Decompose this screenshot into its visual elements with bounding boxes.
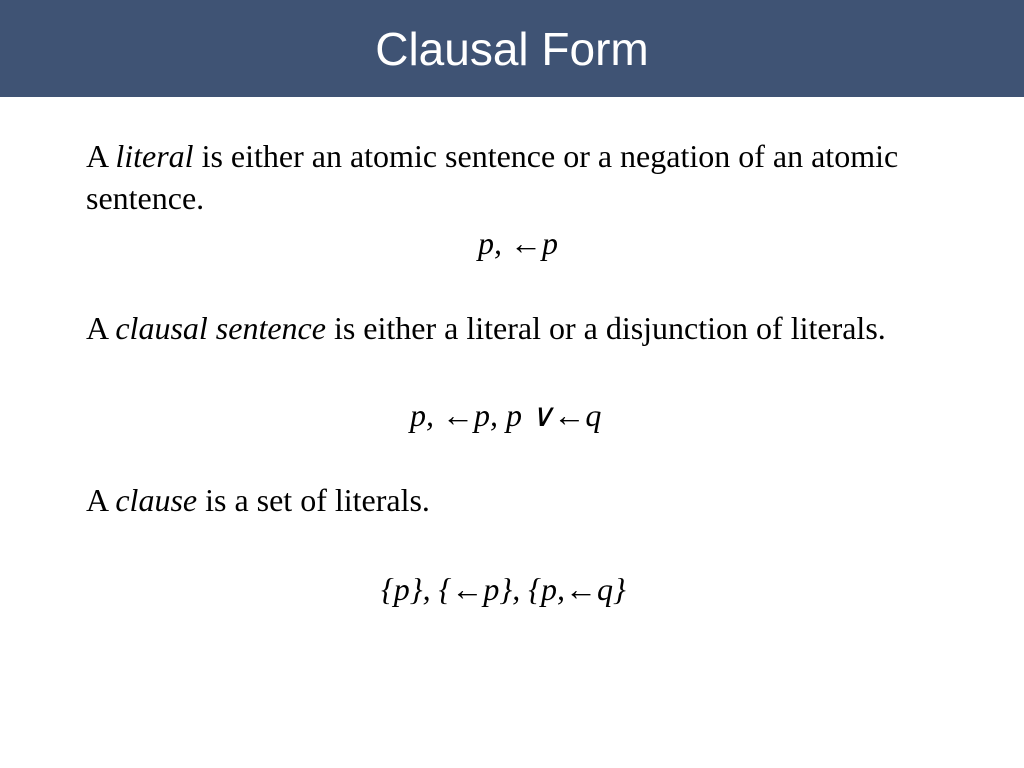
definition-prefix: A bbox=[86, 482, 116, 518]
clausal-sentence-definition bbox=[86, 307, 946, 349]
definition-prefix: A bbox=[86, 310, 116, 346]
clause-definition bbox=[86, 479, 946, 521]
definition-term: clause bbox=[115, 482, 198, 518]
definition-text: is either an atomic sentence or a negation of an atomic sentence. bbox=[86, 138, 899, 216]
definition-term: literal bbox=[115, 138, 194, 174]
definition-text: is either a literal or a disjunction of literals. bbox=[325, 310, 886, 346]
literal-example: p, ←p bbox=[478, 225, 558, 261]
literal-definition bbox=[86, 135, 946, 219]
slide-title: Clausal Form bbox=[375, 23, 649, 75]
definition-term: clausal sentence bbox=[115, 310, 326, 346]
clause-example: {p}, {←p}, {p,←q} bbox=[381, 571, 626, 607]
definition-text: is a set of literals. bbox=[197, 482, 430, 518]
clausal-sentence-example: p, ←p, p ∨←q bbox=[410, 397, 602, 433]
definition-prefix: A bbox=[86, 138, 116, 174]
